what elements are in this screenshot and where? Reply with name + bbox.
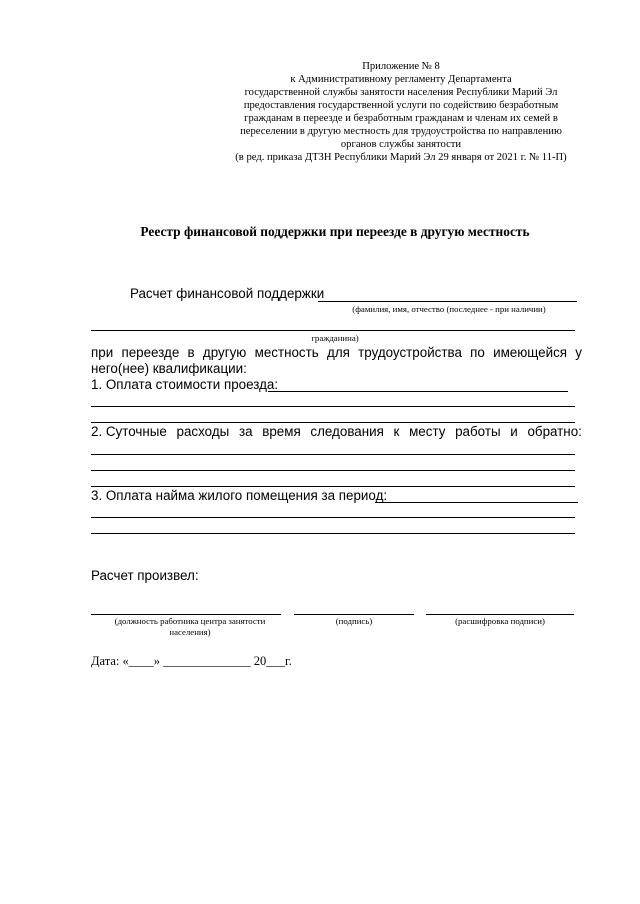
document-title: Реестр финансовой поддержки при переезде в другую местность: [140, 224, 530, 239]
name-hint: (фамилия, имя, отчество (последнее - при наличии): [352, 304, 546, 314]
daily-field-line-2[interactable]: [91, 470, 575, 471]
word: имеющейся: [493, 345, 568, 360]
purpose-line-2: него(нее) квалификации:: [91, 361, 247, 376]
decode-field-line[interactable]: [426, 614, 574, 615]
name-field-line[interactable]: [318, 301, 577, 302]
sign-hint: (подпись): [335, 616, 373, 626]
appendix-line: гражданам в переезде и безработным гражданам и членам их семей в: [244, 113, 558, 124]
travel-field-line-2[interactable]: [91, 406, 575, 407]
word: месту: [409, 424, 446, 439]
position-hint: (должность работника центра занятости населения): [114, 616, 266, 637]
item-daily-label: [91, 424, 582, 439]
appendix-header: [222, 60, 580, 164]
word: в: [187, 345, 195, 360]
word: работы: [455, 424, 501, 439]
purpose-line-1: [91, 345, 582, 360]
daily-field-line-1[interactable]: [91, 454, 575, 455]
appendix-line: к Административному регламенту Департамента: [290, 74, 512, 85]
appendix-line: предоставления государственной услуги по содействию безработным: [243, 100, 559, 111]
word: трудоустройства: [358, 345, 462, 360]
appendix-line: переселении в другую местность для трудоустройства по направлению: [240, 126, 562, 137]
daily-field-line-3[interactable]: [91, 486, 575, 487]
item-housing-label: 3. Оплата найма жилого помещения за период:: [91, 488, 388, 503]
word: переезде: [121, 345, 180, 360]
word: расходы: [176, 424, 230, 439]
calc-label: Расчет финансовой поддержки: [130, 286, 325, 301]
travel-field-line[interactable]: [268, 391, 568, 392]
signature-label: Расчет произвел:: [91, 568, 199, 583]
appendix-line: Приложение № 8: [362, 61, 440, 72]
decode-hint: (расшифровка подписи): [455, 616, 545, 626]
date-line: Дата: «____» ______________ 20___г.: [91, 654, 292, 668]
word: к: [393, 424, 400, 439]
word: у: [575, 345, 582, 360]
appendix-line: государственной службы занятости населения Республики Марий Эл: [244, 87, 558, 98]
word: по: [470, 345, 485, 360]
word: 2. Суточные: [91, 424, 167, 439]
word: обратно:: [527, 424, 582, 439]
sign-field-line[interactable]: [294, 614, 414, 615]
word: и: [510, 424, 518, 439]
word: местность: [254, 345, 319, 360]
travel-field-line-3[interactable]: [91, 422, 575, 423]
word: при: [91, 345, 114, 360]
name-field-line-2[interactable]: [91, 330, 575, 331]
housing-field-line-3[interactable]: [91, 533, 575, 534]
word: за: [238, 424, 253, 439]
housing-field-line[interactable]: [375, 502, 578, 503]
citizen-hint: гражданина): [311, 333, 359, 343]
appendix-line: органов службы занятости: [340, 139, 462, 150]
word: следования: [310, 424, 384, 439]
appendix-line: (в ред. приказа ДТЗН Республики Марий Эл 29 января от 2021 г. № 11-П): [235, 152, 567, 163]
word: время: [262, 424, 301, 439]
housing-field-line-2[interactable]: [91, 517, 575, 518]
item-travel-label: 1. Оплата стоимости проезда:: [91, 377, 279, 392]
word: другую: [202, 345, 247, 360]
position-field-line[interactable]: [91, 614, 281, 615]
word: для: [327, 345, 350, 360]
